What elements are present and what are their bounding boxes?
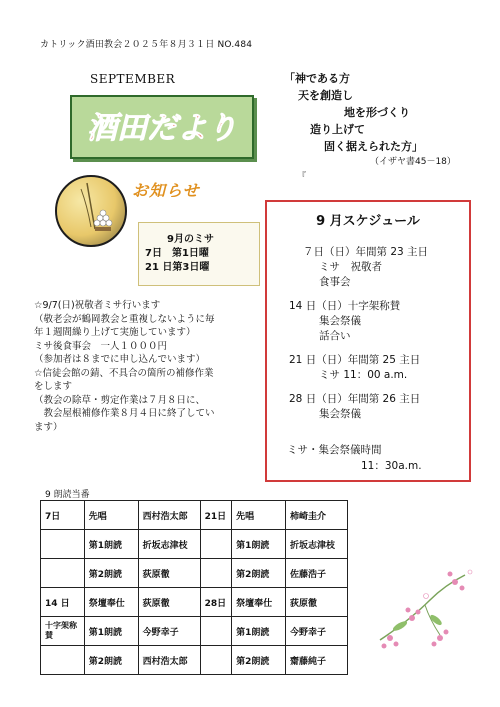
table-cell: 21日: [200, 501, 232, 530]
table-cell: 先唱: [84, 501, 138, 530]
schedule-line: 集会祭儀: [319, 408, 361, 420]
masthead-title: 酒田だより: [87, 111, 237, 146]
flower-illustration: [370, 560, 480, 655]
table-cell: 十字架称賛: [41, 617, 85, 646]
notice-text: [34, 299, 215, 434]
schedule-line: 21 日（日）年間第 25 主日: [289, 354, 421, 366]
quote-line: 天を創造し: [298, 89, 353, 102]
table-cell: 第1朗読: [84, 617, 138, 646]
table-cell: 第1朗読: [232, 530, 286, 559]
notice-line: ミサ後食事会 一人１０００円: [34, 340, 168, 352]
schedule-line: 28 日（日）年間第 26 主日: [289, 393, 421, 405]
table-cell: 折坂志津枝: [285, 530, 347, 559]
table-cell: 28日: [200, 588, 232, 617]
schedule-time-label: ミサ・集会祭儀時間: [287, 444, 382, 456]
schedule-line: ７日（日）年間第 23 主日: [303, 246, 429, 258]
table-cell: 祭壇奉仕: [232, 588, 286, 617]
quote-source: （イザヤ書45－18）: [370, 157, 456, 167]
table-cell: 西村浩太郎: [138, 646, 200, 675]
schedule-line: 14 日（日）十字架称賛: [289, 300, 401, 312]
table-cell: [200, 530, 232, 559]
table-cell: [200, 646, 232, 675]
notice-line: 教会屋根補修作業８月４日に終了してい: [34, 408, 215, 419]
schedule-line: ミサ 11：00 a.m.: [319, 369, 408, 381]
table-row: [41, 617, 348, 646]
table-cell: 柿崎圭介: [285, 501, 347, 530]
schedule-title: 9 月スケジュール: [316, 214, 420, 229]
table-row: [41, 646, 348, 675]
table-cell: 荻原徹: [138, 559, 200, 588]
table-cell: [41, 530, 85, 559]
notice-line: ます）: [34, 421, 63, 433]
table-cell: 祭壇奉仕: [84, 588, 138, 617]
notice-line: ☆9/7(日)祝敬者ミサ行います: [34, 300, 161, 311]
notice-line: ☆信徒会館の錆、不具合の箇所の補修作業: [34, 367, 214, 379]
bulletin-header: カトリック酒田教会２０２５年８月３１日 NO.484: [40, 40, 253, 50]
table-cell: 荻原徹: [138, 588, 200, 617]
quote-line: 「神である方: [284, 72, 350, 85]
table-cell: 第1朗読: [84, 530, 138, 559]
notice-line: をします: [34, 381, 73, 392]
table-cell: 第2朗読: [84, 559, 138, 588]
mass-line: 7日 第1日曜: [145, 248, 209, 259]
mass-dates-box: [138, 222, 260, 286]
quote-line: 固く据えられた方」: [324, 140, 423, 153]
quote-line: 造り上げて: [310, 123, 365, 136]
notice-line: 年１週間繰り上げて実施しています）: [34, 327, 196, 338]
table-cell: 14 日: [41, 588, 85, 617]
quote-line: 地を形づくり: [344, 106, 410, 119]
notice-line: （参加者は８までに申し込んでいます）: [34, 354, 206, 365]
moon-illustration: [55, 175, 127, 247]
table-cell: 佐藤浩子: [285, 559, 347, 588]
table-cell: [41, 646, 85, 675]
schedule-line: 話合い: [319, 330, 351, 342]
table-cell: 第2朗読: [232, 646, 286, 675]
schedule-line: 食事会: [319, 276, 351, 288]
table-cell: 7日: [41, 501, 85, 530]
table-row: [41, 530, 348, 559]
table-cell: 先唱: [232, 501, 286, 530]
notice-line: （敬老会が鶴岡教会と重複しないように毎: [34, 313, 215, 325]
reading-roster-table: [40, 500, 348, 675]
schedule-box: [265, 200, 471, 482]
schedule-line: ミサ 祝敬者: [319, 261, 382, 273]
table-cell: 今野幸子: [138, 617, 200, 646]
table-cell: 齋藤純子: [285, 646, 347, 675]
notice-line: （教会の除草・剪定作業は７月８日に、: [34, 394, 206, 406]
table-cell: [41, 559, 85, 588]
table-row: [41, 559, 348, 588]
table-cell: [200, 617, 232, 646]
mass-title: 9月のミサ: [167, 234, 214, 245]
month-label: SEPTEMBER: [90, 72, 176, 86]
masthead-title-box: [70, 95, 254, 159]
announcements-heading: お知らせ: [132, 181, 200, 200]
scripture-quote: [284, 70, 423, 155]
table-cell: 折坂志津枝: [138, 530, 200, 559]
table-row: [41, 501, 348, 530]
table-cell: 第2朗読: [84, 646, 138, 675]
schedule-time-value: 11：30a.m.: [361, 460, 422, 472]
table-cell: 今野幸子: [285, 617, 347, 646]
table-cell: 第1朗読: [232, 617, 286, 646]
table-cell: [200, 559, 232, 588]
roster-title: 9 朗読当番: [45, 490, 90, 500]
schedule-line: 集会祭儀: [319, 315, 361, 327]
table-cell: 西村浩太郎: [138, 501, 200, 530]
table-cell: 第2朗読: [232, 559, 286, 588]
stray-bracket: 『: [298, 171, 306, 180]
table-row: [41, 588, 348, 617]
mass-line: 21 日第3日曜: [145, 262, 210, 273]
table-cell: 荻原徹: [285, 588, 347, 617]
